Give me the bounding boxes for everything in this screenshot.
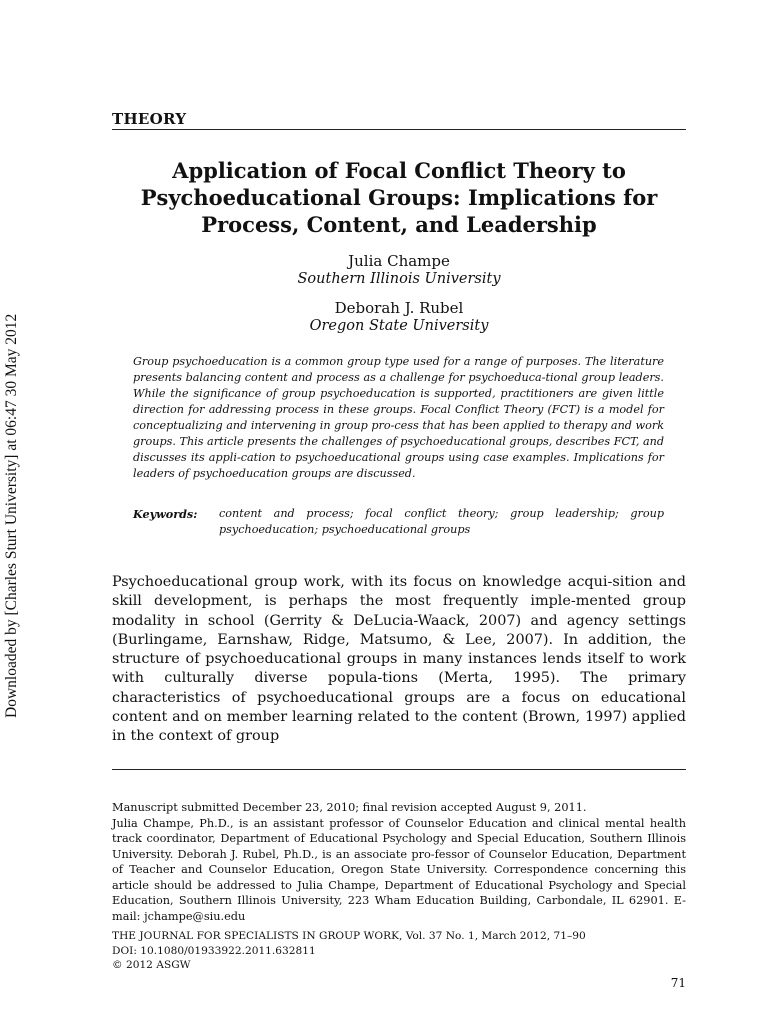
article-title: Application of Focal Conflict Theory to Psychoeducational Groups: Implications for Process, Content, and Leadership <box>140 158 658 237</box>
keywords-label: Keywords: <box>133 507 198 521</box>
footnote-bio: Julia Champe, Ph.D., is an assistant professor of Counselor Education and clinical mental health track coordinator, Department of Educational Psychology and Special Education, Southern Illinois University. Deborah J. Rubel, Ph.D., is an associate pro-fessor of Counselor Education, Department of Teacher and Counselor Education, Oregon State University. Correspondence concerning this article should be addressed to Julia Champe, Department of Educational Psychology and Special Education, Southern Illinois University, 223 Wham Education Building, Carbondale, IL 62901. E-mail: jchampe@siu.edu <box>112 816 686 923</box>
author-affiliation: Oregon State University <box>309 318 489 334</box>
page-number: 71 <box>670 976 686 990</box>
section-label: THEORY <box>112 110 187 128</box>
footnote-rule <box>112 769 686 770</box>
journal-copyright: © 2012 ASGW <box>112 959 191 971</box>
abstract: Group psychoeducation is a common group type used for a range of purposes. The literature presents balancing content and process as a challenge for psychoeduca-tional group leaders. While the significance of group psychoeducation is supported, practitioners are given little direction for addressing process in these groups. Focal Conflict Theory (FCT) is a model for conceptualizing and intervening in group pro-cess that has been applied to therapy and work groups. This article presents the challenges of psychoeducational groups, describes FCT, and discusses its appli-cation to psychoeducational groups using case examples. Implications for leaders of psychoeducation groups are discussed. <box>133 355 664 480</box>
download-stamp-text: Downloaded by [Charles Sturt University] at 06:47 30 May 2012 <box>3 313 20 718</box>
footnote-submitted: Manuscript submitted December 23, 2010; final revision accepted August 9, 2011. <box>112 801 587 814</box>
download-stamp <box>0 288 30 718</box>
author-affiliation: Southern Illinois University <box>297 271 501 287</box>
author-name: Deborah J. Rubel <box>334 299 464 317</box>
body-paragraph: Psychoeducational group work, with its focus on knowledge acqui-sition and skill development, is perhaps the most frequently imple-mented group modality in school (Gerrity & DeLucia-Waack, 2007) and agency settings (Burlingame, Earnshaw, Ridge, Matsumo, & Lee, 2007). In addition, the structure of psychoeducational groups in many instances lends itself to work with culturally diverse popula-tions (Merta, 1995). The primary characteristics of psychoeducational groups are a focus on educational content and on member learning related to the content (Brown, 1997) applied in the context of group <box>112 574 686 745</box>
author-name: Julia Champe <box>348 252 450 270</box>
footnote <box>112 800 686 924</box>
journal-info <box>112 929 686 973</box>
keywords <box>133 506 664 538</box>
keywords-text: content and process; focal conflict theory; group leadership; group psychoeducation; psychoeducational groups <box>219 507 664 536</box>
journal-citation: THE JOURNAL FOR SPECIALISTS IN GROUP WORK, Vol. 37 No. 1, March 2012, 71–90 <box>112 930 586 942</box>
header-rule <box>112 129 686 130</box>
journal-doi: DOI: 10.1080/01933922.2011.632811 <box>112 944 316 957</box>
